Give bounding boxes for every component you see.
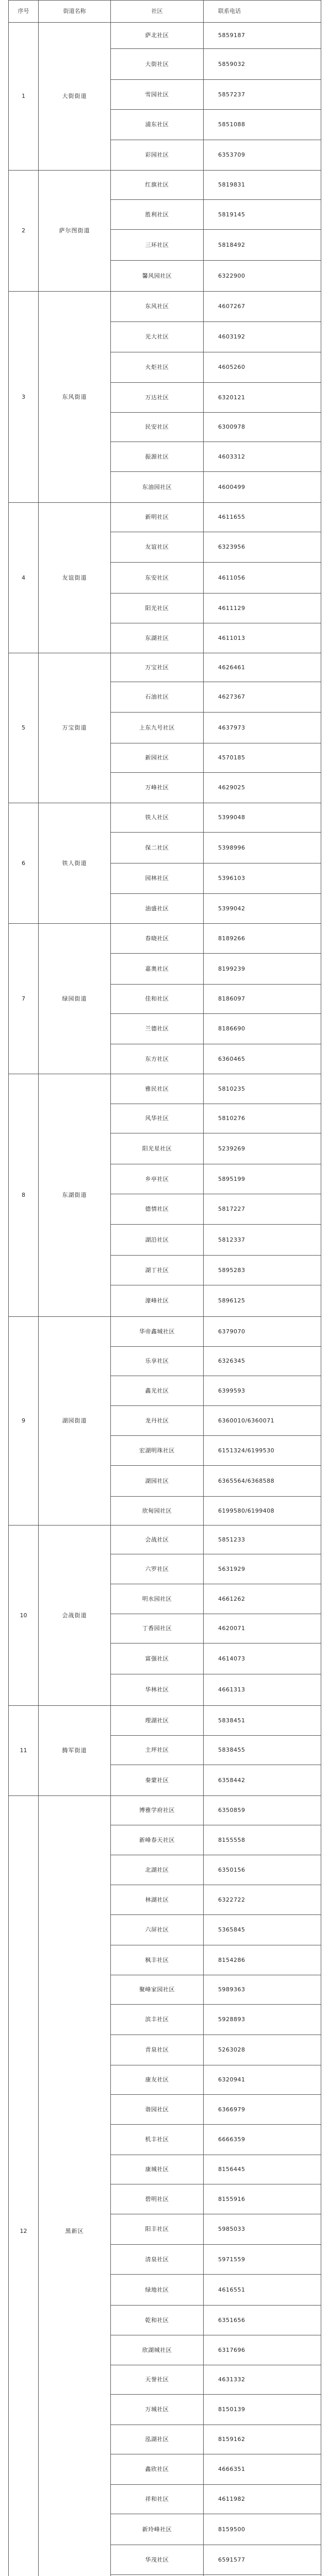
table-row (9, 1074, 321, 1104)
street-name: 黑新区 (39, 1796, 111, 2576)
community-name: 萨北社区 (111, 23, 204, 49)
street-name: 大街街道 (39, 23, 111, 171)
phone-number: 5819145 (204, 200, 321, 230)
community-name: 机丰社区 (111, 2125, 204, 2155)
phone-number: 8159500 (204, 2514, 321, 2545)
phone-number: 5239269 (204, 1133, 321, 1164)
community-name: 园林社区 (111, 863, 204, 894)
community-name: 阳丰社区 (111, 2214, 204, 2245)
group-index: 2 (9, 171, 39, 292)
group-index: 9 (9, 1317, 39, 1526)
community-name: 谐园社区 (111, 2095, 204, 2125)
phone-number: 4616551 (204, 2275, 321, 2306)
table-row (9, 653, 321, 682)
community-name: 万峰社区 (111, 773, 204, 803)
phone-number: 6350156 (204, 1855, 321, 1885)
header-community: 社区 (111, 1, 204, 23)
community-name: 上东九号社区 (111, 713, 204, 743)
phone-number: 5263028 (204, 2035, 321, 2065)
community-name: 火炬社区 (111, 352, 204, 383)
phone-number: 6350859 (204, 1796, 321, 1825)
phone-number: 8186690 (204, 1014, 321, 1044)
community-name: 万达社区 (111, 383, 204, 413)
community-name: 万宝社区 (111, 653, 204, 682)
phone-number: 5895283 (204, 1256, 321, 1285)
community-name: 天誉社区 (111, 2365, 204, 2395)
community-name: 华林社区 (111, 1674, 204, 1706)
community-name: 丁香园社区 (111, 1614, 204, 1643)
phone-number: 6365564/6368588 (204, 1466, 321, 1497)
phone-number: 5365845 (204, 1915, 321, 1945)
phone-number: 6360010/6360071 (204, 1406, 321, 1436)
street-name: 东风街道 (39, 292, 111, 503)
phone-number: 4661313 (204, 1674, 321, 1706)
phone-number: 6591577 (204, 2545, 321, 2575)
community-name: 德情社区 (111, 1194, 204, 1225)
phone-number: 4603192 (204, 322, 321, 352)
community-name: 新峰春天社区 (111, 1825, 204, 1855)
group-index: 1 (9, 23, 39, 171)
community-name: 富强社区 (111, 1643, 204, 1674)
community-name: 东油园社区 (111, 472, 204, 503)
community-name: 六屏社区 (111, 1915, 204, 1945)
street-name: 绿园街道 (39, 924, 111, 1074)
table-row (9, 1317, 321, 1347)
community-name: 嘉奥社区 (111, 954, 204, 985)
phone-number: 6360465 (204, 1044, 321, 1074)
community-name: 北湖社区 (111, 1855, 204, 1885)
phone-number: 6351656 (204, 2306, 321, 2335)
phone-number: 5985033 (204, 2214, 321, 2245)
community-name: 油盛社区 (111, 894, 204, 924)
street-name: 东湖街道 (39, 1074, 111, 1317)
phone-number: 5399042 (204, 894, 321, 924)
table-row (9, 1796, 321, 1825)
community-name: 东湖社区 (111, 623, 204, 653)
phone-number: 8154286 (204, 1945, 321, 1975)
community-name: 湖沿社区 (111, 1225, 204, 1256)
phone-number: 8189266 (204, 924, 321, 954)
phone-number: 5810276 (204, 1104, 321, 1133)
table-row (9, 1526, 321, 1554)
community-name: 兰德社区 (111, 1014, 204, 1044)
phone-number: 6322722 (204, 1885, 321, 1915)
community-name: 彩园社区 (111, 140, 204, 171)
community-name: 红旗社区 (111, 171, 204, 200)
phone-number: 4611056 (204, 563, 321, 594)
community-name: 雪园社区 (111, 80, 204, 110)
community-name: 宏湖明珠社区 (111, 1436, 204, 1466)
phone-number: 4605260 (204, 352, 321, 383)
community-name: 清泉社区 (111, 2245, 204, 2275)
phone-number: 5859032 (204, 49, 321, 80)
phone-number: 5928893 (204, 2005, 321, 2035)
community-name: 华帝鑫城社区 (111, 1317, 204, 1347)
community-name: 佳和社区 (111, 985, 204, 1014)
community-name: 东安社区 (111, 563, 204, 594)
community-name: 胜利社区 (111, 200, 204, 230)
community-name: 六罗社区 (111, 1554, 204, 1584)
group-index: 10 (9, 1526, 39, 1706)
community-name: 祥和社区 (111, 2485, 204, 2514)
phone-number: 6366979 (204, 2095, 321, 2125)
street-name: 腾军街道 (39, 1706, 111, 1796)
community-name: 振源社区 (111, 442, 204, 472)
community-name: 浦东社区 (111, 110, 204, 140)
header-street: 街道名称 (39, 1, 111, 23)
community-name: 万城社区 (111, 2395, 204, 2425)
community-name: 石油社区 (111, 682, 204, 713)
community-name: 明水园社区 (111, 1584, 204, 1614)
phone-number: 5818492 (204, 230, 321, 261)
phone-number: 6199580/6199408 (204, 1497, 321, 1526)
phone-number: 4620071 (204, 1614, 321, 1643)
community-name: 民安社区 (111, 413, 204, 442)
community-name: 龙丹社区 (111, 1406, 204, 1436)
phone-number: 8155916 (204, 2184, 321, 2214)
community-name: 东风社区 (111, 292, 204, 322)
phone-number: 5971559 (204, 2245, 321, 2275)
community-name: 康城社区 (111, 2155, 204, 2184)
phone-number: 5989363 (204, 1975, 321, 2005)
community-name: 雅民社区 (111, 1074, 204, 1104)
table-row (9, 292, 321, 322)
street-name: 万宝街道 (39, 653, 111, 803)
phone-number: 4600499 (204, 472, 321, 503)
phone-number: 4611129 (204, 594, 321, 623)
community-name: 理湖社区 (111, 1706, 204, 1736)
community-name: 保二社区 (111, 833, 204, 863)
phone-number: 5396103 (204, 863, 321, 894)
phone-number: 5857237 (204, 80, 321, 110)
community-contact-table-wrapper (8, 0, 321, 2576)
phone-number: 4607267 (204, 292, 321, 322)
phone-number: 8155558 (204, 1825, 321, 1855)
community-name: 主坪社区 (111, 1736, 204, 1765)
phone-number: 4626461 (204, 653, 321, 682)
community-name: 湖园社区 (111, 1466, 204, 1497)
community-name: 新园社区 (111, 743, 204, 773)
phone-number: 5895199 (204, 1164, 321, 1194)
table-row (9, 23, 321, 49)
community-contact-table (8, 0, 321, 2576)
group-index: 6 (9, 803, 39, 924)
phone-number: 4661262 (204, 1584, 321, 1614)
phone-number: 5819831 (204, 171, 321, 200)
community-name: 铁人社区 (111, 803, 204, 833)
community-name: 风华社区 (111, 1104, 204, 1133)
community-name: 康友社区 (111, 2065, 204, 2095)
group-index: 3 (9, 292, 39, 503)
phone-number: 4629025 (204, 773, 321, 803)
community-name: 濠峰社区 (111, 1285, 204, 1317)
phone-number: 4611982 (204, 2485, 321, 2514)
community-name: 青泉社区 (111, 2035, 204, 2065)
phone-number: 6322900 (204, 261, 321, 292)
phone-number: 6320121 (204, 383, 321, 413)
community-name: 会战社区 (111, 1526, 204, 1554)
community-name: 欣甸园社区 (111, 1497, 204, 1526)
community-name: 东方社区 (111, 1044, 204, 1074)
table-row (9, 171, 321, 200)
community-name: 乾和社区 (111, 2306, 204, 2335)
phone-number: 8156445 (204, 2155, 321, 2184)
phone-number: 5838455 (204, 1736, 321, 1765)
table-row (9, 924, 321, 954)
phone-number: 6358442 (204, 1765, 321, 1796)
community-name: 馨风园社区 (111, 261, 204, 292)
community-name: 滨丰社区 (111, 2005, 204, 2035)
group-index: 8 (9, 1074, 39, 1317)
phone-number: 5399048 (204, 803, 321, 833)
community-name: 鑫欣社区 (111, 2454, 204, 2485)
phone-number: 6320941 (204, 2065, 321, 2095)
community-name: 友谊社区 (111, 532, 204, 563)
phone-number: 5896125 (204, 1285, 321, 1317)
table-row (9, 503, 321, 532)
table-row (9, 803, 321, 833)
header-phone: 联系电话 (204, 1, 321, 23)
street-name: 友谊街道 (39, 503, 111, 653)
phone-number: 4570185 (204, 743, 321, 773)
community-name: 林湖社区 (111, 1885, 204, 1915)
phone-number: 5817227 (204, 1194, 321, 1225)
phone-number: 5859187 (204, 23, 321, 49)
phone-number: 6323956 (204, 532, 321, 563)
community-name: 乡亭社区 (111, 1164, 204, 1194)
table-body (9, 23, 321, 2576)
phone-number: 4637973 (204, 713, 321, 743)
phone-number: 6379070 (204, 1317, 321, 1347)
phone-number: 8150139 (204, 2395, 321, 2425)
community-name: 聚峰家园社区 (111, 1975, 204, 2005)
phone-number: 6399593 (204, 1376, 321, 1406)
community-name: 光大社区 (111, 322, 204, 352)
phone-number: 6353709 (204, 140, 321, 171)
community-name: 大街社区 (111, 49, 204, 80)
community-name: 鑫光社区 (111, 1376, 204, 1406)
street-name: 湖园街道 (39, 1317, 111, 1526)
phone-number: 8199239 (204, 954, 321, 985)
community-name: 阳光星社区 (111, 1133, 204, 1164)
group-index: 5 (9, 653, 39, 803)
community-name: 乐享社区 (111, 1347, 204, 1376)
phone-number: 8159162 (204, 2425, 321, 2454)
phone-number: 4603312 (204, 442, 321, 472)
group-index: 7 (9, 924, 39, 1074)
group-index: 12 (9, 1796, 39, 2576)
phone-number: 6326345 (204, 1347, 321, 1376)
phone-number: 5838451 (204, 1706, 321, 1736)
community-name: 华茂社区 (111, 2545, 204, 2575)
community-name: 春晓社区 (111, 924, 204, 954)
community-name: 秦蒙社区 (111, 1765, 204, 1796)
header-index: 序号 (9, 1, 39, 23)
phone-number: 6151324/6199530 (204, 1436, 321, 1466)
community-name: 绿地社区 (111, 2275, 204, 2306)
community-name: 新玲峰社区 (111, 2514, 204, 2545)
phone-number: 5851088 (204, 110, 321, 140)
street-name: 铁人街道 (39, 803, 111, 924)
phone-number: 6317696 (204, 2335, 321, 2365)
group-index: 4 (9, 503, 39, 653)
community-name: 枫丰社区 (111, 1945, 204, 1975)
phone-number: 6300978 (204, 413, 321, 442)
group-index: 11 (9, 1706, 39, 1796)
phone-number: 5631929 (204, 1554, 321, 1584)
phone-number: 4611013 (204, 623, 321, 653)
table-header-row (9, 1, 321, 23)
phone-number: 8186097 (204, 985, 321, 1014)
phone-number: 4631332 (204, 2365, 321, 2395)
community-name: 欣湖城社区 (111, 2335, 204, 2365)
community-name: 碧明社区 (111, 2184, 204, 2214)
phone-number: 4666351 (204, 2454, 321, 2485)
phone-number: 6666359 (204, 2125, 321, 2155)
table-row (9, 1706, 321, 1736)
phone-number: 4627367 (204, 682, 321, 713)
phone-number: 5398996 (204, 833, 321, 863)
street-name: 萨尔图街道 (39, 171, 111, 292)
phone-number: 4611655 (204, 503, 321, 532)
phone-number: 4614073 (204, 1643, 321, 1674)
phone-number: 5810235 (204, 1074, 321, 1104)
phone-number: 5812337 (204, 1225, 321, 1256)
community-name: 阳光社区 (111, 594, 204, 623)
community-name: 三环社区 (111, 230, 204, 261)
street-name: 会战街道 (39, 1526, 111, 1706)
community-name: 泓湖社区 (111, 2425, 204, 2454)
phone-number: 5851233 (204, 1526, 321, 1554)
community-name: 新明社区 (111, 503, 204, 532)
community-name: 湖丁社区 (111, 1256, 204, 1285)
community-name: 博雅学府社区 (111, 1796, 204, 1825)
